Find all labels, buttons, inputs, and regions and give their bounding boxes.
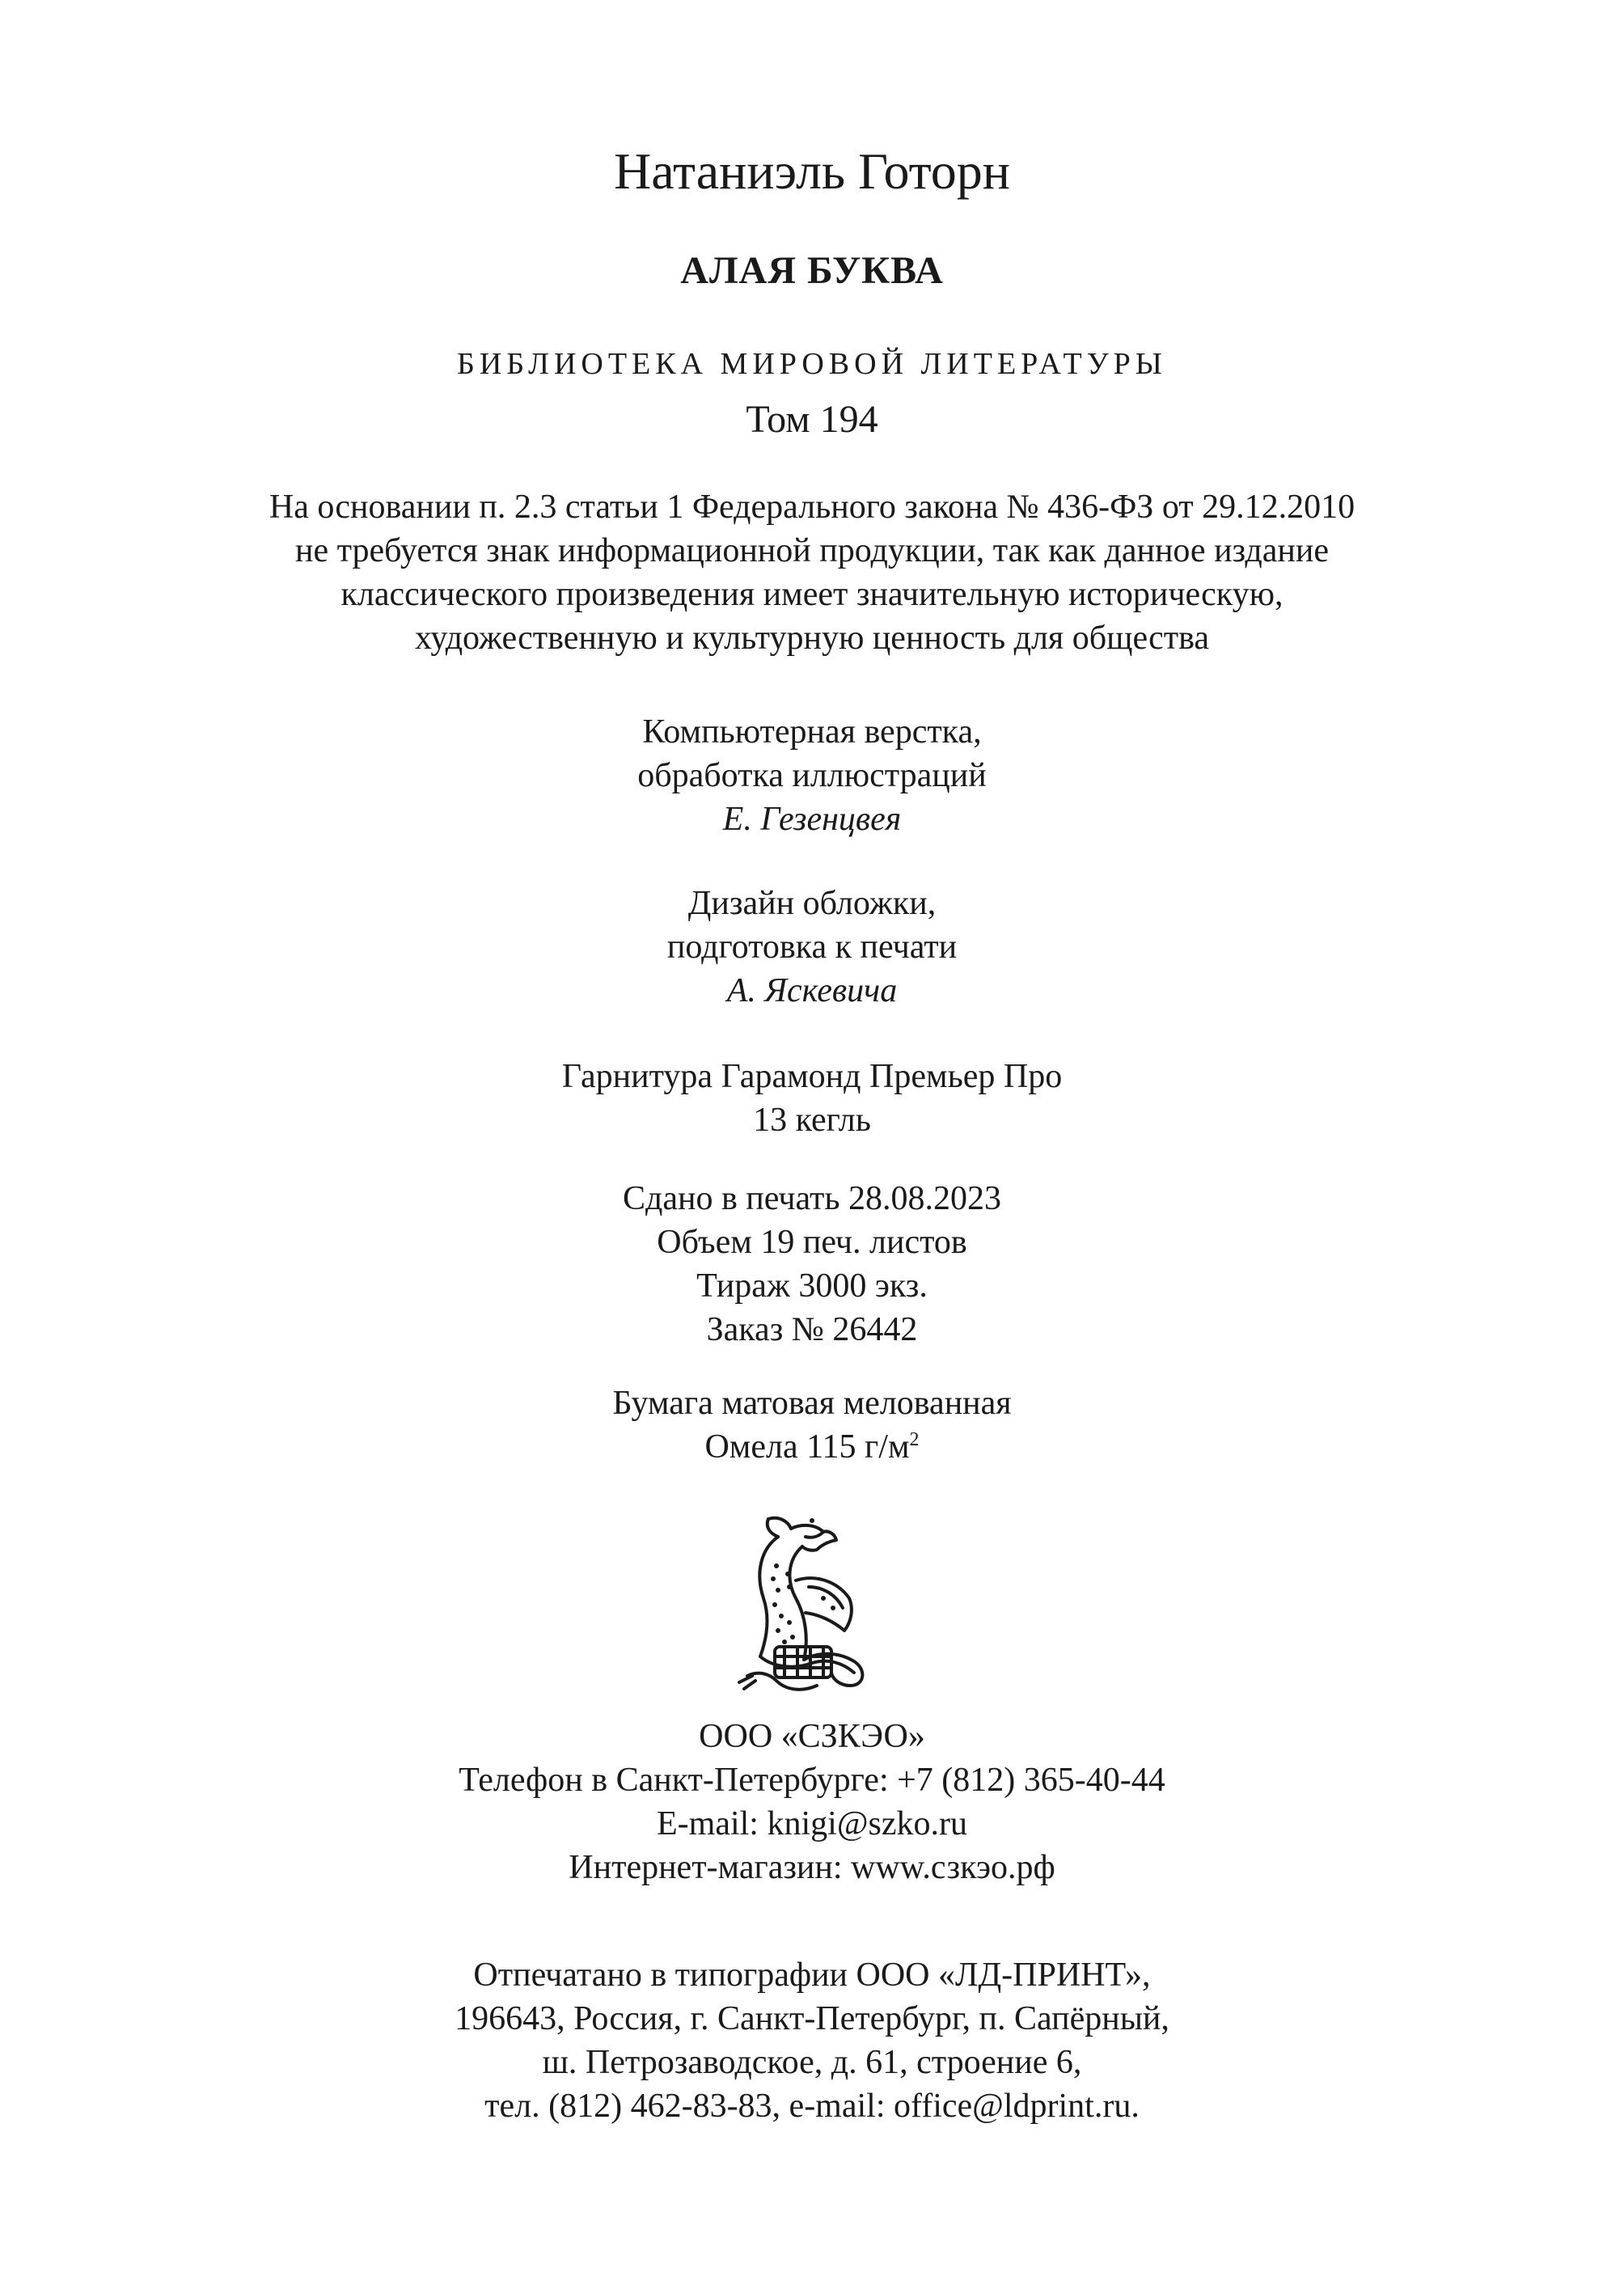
publisher-info [0,1715,1624,1889]
paper-weight-superscript: 2 [909,1429,920,1450]
printer-line: ш. Петрозаводское, д. 61, строение 6, [542,2044,1082,2081]
legal-notice [0,485,1624,660]
printer-line: 196643, Россия, г. Санкт-Петербург, п. Сапёрный, [455,2000,1169,2037]
publisher-website: Интернет-магазин: www.сзкэо.рф [569,1849,1055,1886]
print-info-line: Объем 19 печ. листов [657,1224,967,1261]
publisher-phone: Телефон в Санкт-Петербурге: +7 (812) 365-40-44 [459,1762,1165,1799]
publisher-name: ООО «СЗКЭО» [699,1718,925,1755]
legal-notice-line: художественную и культурную ценность для общества [414,620,1210,657]
printer-line: Отпечатано в типографии ООО «ЛД-ПРИНТ», [473,1957,1151,1994]
printer-line: тел. (812) 462-83-83, e-mail: office@ldprint.ru. [484,2088,1140,2125]
series-name: БИБЛИОТЕКА МИРОВОЙ ЛИТЕРАТУРЫ [457,347,1167,381]
publisher-email: E-mail: knigi@szko.ru [657,1805,967,1842]
paper-type: Бумага матовая мелованная [612,1385,1012,1422]
paper-weight [0,1425,1624,1469]
dragon-emblem-icon [728,1509,906,1703]
credit-role-line: обработка иллюстраций [637,757,987,794]
volume-number: Том 194 [746,398,878,441]
printer-info [0,1953,1624,2128]
author-name: Натаниэль Готорн [614,142,1010,200]
paper-info [0,1381,1624,1469]
legal-notice-line: классического произведения имеет значительную историческую, [340,576,1284,613]
credit-role-line: Компьютерная верстка, [642,713,982,751]
legal-notice-line: не требуется знак информационной продукции, так как данное издание [294,532,1329,569]
credit-role-line: Дизайн обложки, [687,885,937,922]
credit-person: Е. Гезенцвея [722,801,902,838]
print-info-line: Сдано в печать 28.08.2023 [622,1180,1002,1217]
credit-role-line: подготовка к печати [666,929,958,966]
print-info [0,1177,1624,1352]
typeface-line: 13 кегль [753,1102,871,1139]
credit-cover [0,882,1624,1013]
print-info-line: Заказ № 26442 [706,1311,918,1348]
paper-weight-value: Омела 115 г/м [704,1428,910,1466]
legal-notice-line: На основании п. 2.3 статьи 1 Федерального закона № 436-ФЗ от 29.12.2010 [269,489,1355,526]
credit-layout [0,710,1624,841]
print-info-line: Тираж 3000 экз. [696,1267,928,1305]
typeface-line: Гарнитура Гарамонд Премьер Про [561,1058,1063,1095]
credit-person: А. Яскевича [726,972,898,1009]
book-title: АЛАЯ БУКВА [680,249,944,292]
typeface-info [0,1055,1624,1142]
